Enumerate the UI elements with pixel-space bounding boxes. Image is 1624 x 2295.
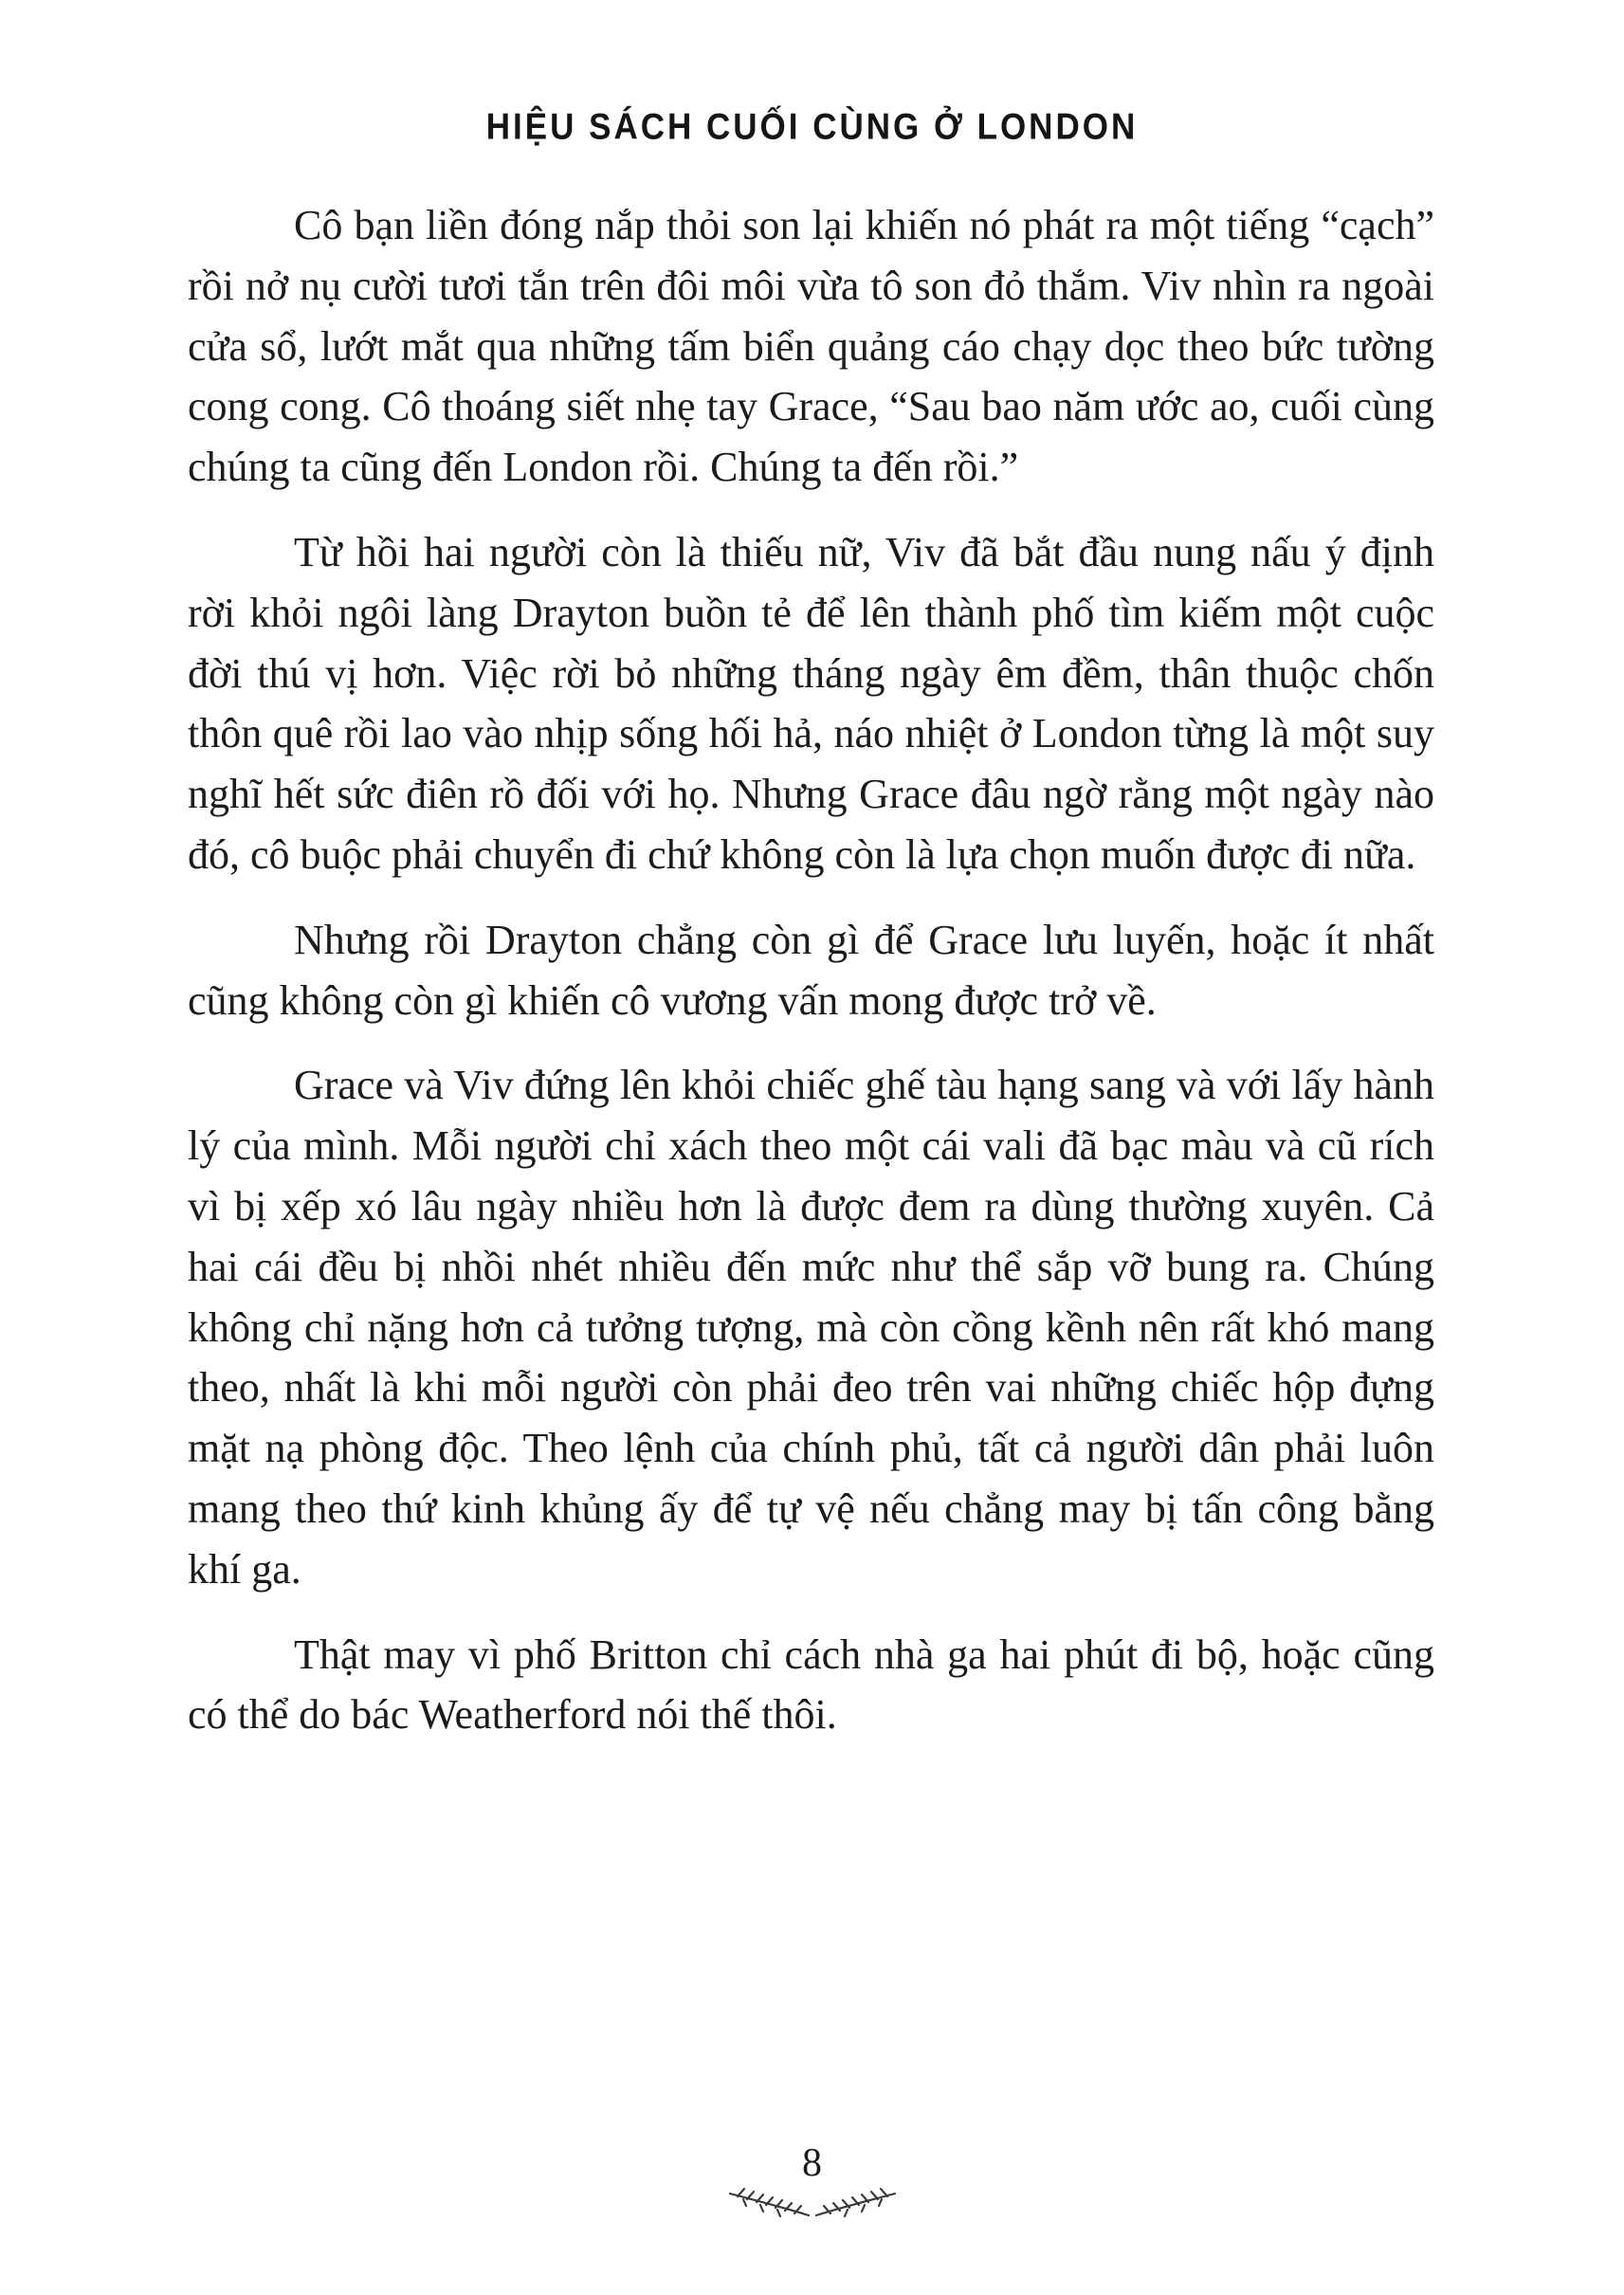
- paragraph: Grace và Viv đứng lên khỏi chiếc ghế tàu hạng sang và với lấy hành lý của mình. Mỗi người chỉ xách theo một cái vali đã bạc màu và cũ rích vì bị xếp xó lâu ngày nhiều hơn là được đem ra dùng thường xuyên. Cả hai cái đều bị nhồi nhét nhiều đến mức như thể sắp vỡ bung ra. Chúng không chỉ nặng hơn cả tưởng tượng, mà còn cồng kềnh nên rất khó mang theo, nhất là khi mỗi người còn phải đeo trên vai những chiếc hộp đựng mặt nạ phòng độc. Theo lệnh của chính phủ, tất cả người dân phải luôn mang theo thứ kinh khủng ấy để tự vệ nếu chẳng may bị tấn công bằng khí ga.: [188, 1062, 1434, 1593]
- page-footer: [0, 2143, 1624, 2225]
- body-text: [188, 195, 1434, 1770]
- paragraph: Nhưng rồi Drayton chẳng còn gì để Grace lưu luyến, hoặc ít nhất cũng không còn gì khiến cô vương vấn mong được trở về.: [188, 916, 1434, 1024]
- paragraph: Thật may vì phố Britton chỉ cách nhà ga hai phút đi bộ, hoặc cũng có thể do bác Weatherford nói thế thôi.: [188, 1630, 1434, 1739]
- laurel-ornament-icon: [722, 2187, 903, 2225]
- page-number: 8: [802, 2141, 822, 2185]
- running-header: HIỆU SÁCH CUỐI CÙNG Ở LONDON: [485, 106, 1139, 148]
- paragraph: Từ hồi hai người còn là thiếu nữ, Viv đã bắt đầu nung nấu ý định rời khỏi ngôi làng Drayton buồn tẻ để lên thành phố tìm kiếm một cuộc đời thú vị hơn. Việc rời bỏ những tháng ngày êm đềm, thân thuộc chốn thôn quê rồi lao vào nhịp sống hối hả, náo nhiệt ở London từng là một suy nghĩ hết sức điên rồ đối với họ. Nhưng Grace đâu ngờ rằng một ngày nào đó, cô buộc phải chuyển đi chứ không còn là lựa chọn muốn được đi nữa.: [188, 528, 1434, 878]
- paragraph: Cô bạn liền đóng nắp thỏi son lại khiến nó phát ra một tiếng “cạch” rồi nở nụ cười tươi tắn trên đôi môi vừa tô son đỏ thắm. Viv nhìn ra ngoài cửa sổ, lướt mắt qua những tấm biển quảng cáo chạy dọc theo bức tường cong cong. Cô thoáng siết nhẹ tay Grace, “Sau bao năm ước ao, cuối cùng chúng ta cũng đến London rồi. Chúng ta đến rồi.”: [188, 202, 1434, 491]
